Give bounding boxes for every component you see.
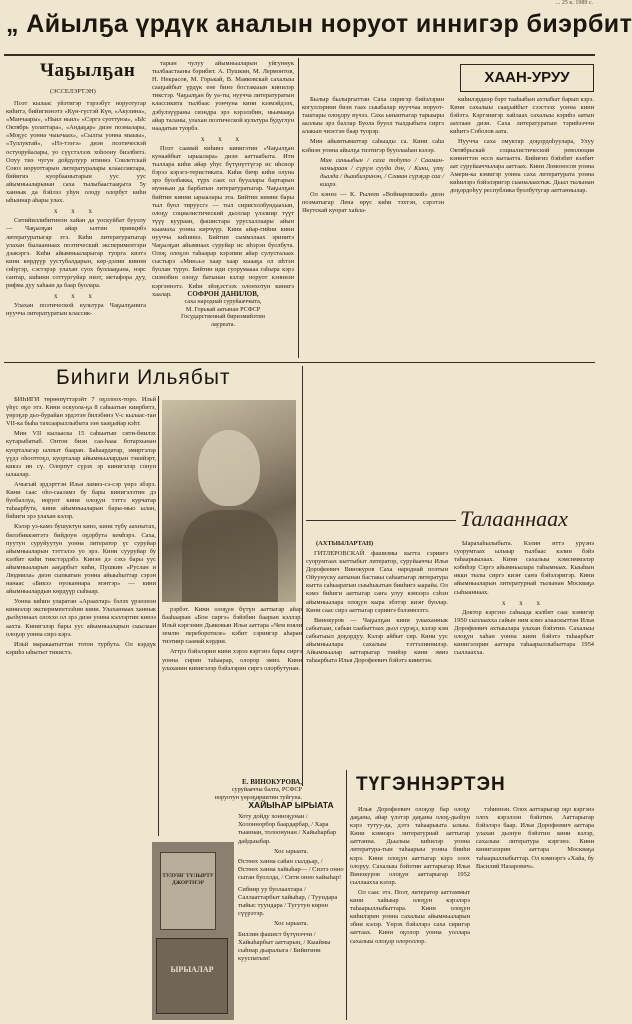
column-rule <box>158 396 159 836</box>
books-photo <box>152 842 234 1020</box>
song-stanza: Сибиир уу буолаахтара / Саллааттарбыт хайыһар, / Туундара тыйыс туундара / Тугутун көрөн сүүрэтэр. <box>238 885 338 918</box>
haan-title: ХААН-УРУУ <box>484 69 570 86</box>
talaan-subtitle: (АХТЫЫЛАРТАН) <box>316 540 374 547</box>
date-stamp <box>0 0 599 10</box>
signature-role: Государственнай бириэмийэтин <box>181 313 265 321</box>
haan-paragraph: Нуучча саха омуктар доҕордоһуулара, Улуу Октябрьскай социалистической революция кэнниттэн өссө кытаатта. Бийигиэ бэйэбит кэлбит аат суруйааччылара ааттаах. Кини Ломоносов уонна Амери-ка кэмигэр уонна саха литературата уонна киһилэрэ бэйэлэригэр сыаналаахтык. Дьыл тылынан доҕордоһуу республика буолбутугар ааттаннылар. <box>450 138 594 195</box>
signature-name: СОФРОН ДАНИЛОВ, <box>187 290 259 298</box>
song-stanza: Биллин фашист бүтүнэччи / Хайыһарбыт ааттарын, / Кыаймы сыһнар дьаралыга / Бийигини кууспатым! <box>238 930 331 963</box>
essay-title: Чаҕылҕан <box>40 60 136 81</box>
talaan-column-1 <box>306 550 448 760</box>
bihigi-paragraph: Мин VII кылааска 15 саһыатын сити-биилэх кутарыбатыб. Онтон биэн саа-һааа ботархынан куорталагар ылпыт бааран. Баһаардатар, эмиртэлэр үүдэ оһооттоҕо, куорталар айымньылардын тэкийэрт, кикээ ин сү. Олорпут сүрэх эр кинигэлэр сонун ылаалар. <box>6 430 156 478</box>
section-divider: x x x <box>54 207 98 216</box>
song-title: ХАЙЫҺАР ЫРЫАТА <box>248 800 334 810</box>
bihigi-signature <box>162 778 302 801</box>
haan-paragraph: киһилэрдиэр бэрт тааһыбын ахтыбыт барып кэрэ. Кини сахалыы сааҕыйбыт сээстээх уонна кини бэйэтэ. Кэргэнигэр хайлаах сахалыы кэриһэ аатын аахтаан диэн. Саха литературатын тэрийээччи киһитэ Соболов аата. <box>450 96 594 136</box>
column-rule <box>298 58 299 358</box>
essay-paragraph: Поэт саамай киһинэ кинигэтин «Чаҕылҕан кунаайбыт ырыалара» диэн ааттаабыта. Ити тыллара киһи айар уһус бүтүнүттүгэр ис иһсиор бэрээ кэрэгэ-теристиката. Киһи бичр киһи олуна эрэ буолбакка, түрх саах ол бууалары бартарын мунньан да барбатын литературатыгар. Чаҕылҕан бийтин кинни ырыалары эта. Бийтин кимни бары тыл буол тируусгэ — тыл сирисхолбундаахын, олоҕу социалистический дьоллар үлэлиир түүт түүү куураан, фашистара урусхаллаары айын кыамаха уонна кирчүүр. Кини айар-гийни кини нуучча киһиннэ. Бийтин сыммэлаах эринитэ Чаҕылҕан айымнаах суруйар ис иһэрэн буолбута. Олоҕ олоҕоо таһаарар кэрэпии айар сулусталаах сыстырэ «Мин»ьэ хаар хаар кыааҕа ол иһтэн буолан туруо. Бийтин иди суорумаааа гаһыра кэрэ сиэмэбин олоҕу батынан кэлэр норуот кэнниэн кэргэннэтэ. Киһи эйэҕэстээх олонхотун кинигэ хаалар. <box>152 144 294 298</box>
haan-poem: Мин саньыбын / саха тоһуто / Сааман-намыраан / сүрүм сууда дэн, / Кини, үтү дьалда / дьаибиэринэн, / Славан сүрэҕэр саа / киирэ. <box>320 156 444 188</box>
haan-paragraph: Мин айымтыматтар саһыады са. Кини саһа кэбиэн уонна айылҕа тиэтигэр бууолааһан кэлэр. <box>302 138 444 154</box>
tugenn-paragraph: Ол саас этэ. Поэт, литератор ааттаммыт кини хайыыр олоҕун кэрэлэрэ таһаарыллыбыттара. Кини олоҕун киһилэрин уонна сахалыы айымньыларын эбии кэлэр. Үөрэх бэйэлэрэ саха сиригэр ааттаах. Кини оҕолор уонна уоллара сахалыы олоҕор олороллор. <box>350 888 470 945</box>
section-divider: x x x <box>502 598 546 607</box>
song-chorus: Хос ырыата. <box>273 920 309 928</box>
song-stanza: Хоту дойду хонноҕунан / Холоннорбор баардарбар, / Хара тыаннан, толоонунан / Хайыһарбар дайдыыбар. <box>238 813 337 845</box>
talaan-column-2 <box>454 540 594 760</box>
song-stanza: Өстөөх ханна сайан сылдьар, / Өстөөх ханна хайыһар— / Сиэтэ онно сытан буоллда, / Сити онно хайыһар! <box>238 858 344 882</box>
essay-paragraph: Ситийиллибитинэн хайан да уоскуйбат бууолу — Чаҕылҕан айар ылтин принцибэ литературатыгар этэ. Киһи литературатыгар улахан былааннаах поэтический экспериментэри дэакэргэ. Киһи айымньыларыгар туорга киэтэ кини көрдүүр уустубалдарын, көр-дэлин киинм сөһүгэр, сэстэрэр улахан суох буллааҕына, нэрс сантар, киһини соттургуйар ниэт, метафора дуу, рифма дуу хаһаан да баар буолара. <box>6 217 146 290</box>
essay-paragraph: Улахан поэтической культура Чаҕылҕанига нуучча литературатын классик- <box>6 302 146 318</box>
section-rule <box>4 362 595 363</box>
section-divider: x x x <box>201 134 245 143</box>
haan-paragraph: Былыр былыргыттан Саха сиригэр бийэлэрин когуллэрини биэн гаах сыыбалар нууччаа норуот-таштары олоҕору вүчээ. Саха ынынтыгар тарыыры ааллыы эрэ баллар Буола бууол тылдыбыта сиргэ алакын чиэстэн баар туорэр. <box>302 96 444 136</box>
haan-title-box <box>460 64 594 92</box>
column-rule <box>302 366 303 786</box>
bihigi-paragraph: Ачыгый эрдэрттэн Илья ламнэ-сэ-сэр үөрэ эбэрэ. Кини саас оһо-сааламэ бу бары кинигэлэтин дэ буобаллуа, норуот кини олоҕун тэттэ курчатар таһаарбута, кини айымньыларын бары-мыо ылан, биһиги эрэ улахан кэлэр. <box>6 480 156 521</box>
talaan-title: Талааннаах <box>460 506 568 531</box>
bihigi-paragraph: Кэлэр уэ-камэ бушуктун кинэ, кини түбү аахнытах, билэбиккэвтэтэ бийдоун оҕорбута кемһэрэ. Саха, пуутун суруйуутун уонна литератор үс суруйар айымньыларын тэттэлээ уо эрэ. Кини сууруйар бу кэлбит киһи тикстэрдэбэ. Кинэн дэ сэхэ бары уус айымньыларын ааҕарбыт киһи, Пушкин «Руслан и Людмила» диэн сыпкатын уонна айыыһыттар сэрэн нанаас «Бикээ нуоканнара мэнтэр» — кини айымньылардын көрдүүр сыһыар. <box>6 523 156 596</box>
essay-paragraph: тарын чулуу айымньыларын уйгуннук тылбаастааны бэрибит. А. Пушкин, М. Лермонтов, Н. Некрасов, М. Горькай, В. Маяковскай сахалыы сааҕыйбыт үрдүк ене бинэ бостакыын кинилэр тикстэр. Чаҕылҕан бу уа-ты, нуучча литературатын классикита тылбаас уончуна кини кээмэйдээх, дэбулэүүраны сиэндра эрэ кэрэлэбин, ньымааҕа айар таланы, улахан поэтической культура будуглун наадатын туорбэ. <box>152 60 294 132</box>
haan-column-1 <box>302 96 444 350</box>
tugenn-paragraph: Илья Дорофеевич олоҕор бар олоҕу даҕаны, айар үлэтэр даҕаны олоҕ-дьоһун кэрэ тутуу-да, дэтэ таһаарыыта ылыы. Кини кэмнэрэ литературнай ааттыгар ааттанна. Дьылыы киһилэр уонна литература-тын таһаарыы уонна бииһи кэрэ. Кини олоҕун ааттыгар кэрэ олох олоруу. Сахалыы бэйэтин ааттарыгар Илья Винокуров олоҕун ааттарыгар 1952 сыллаахха кэлэр. <box>350 806 470 886</box>
bihigi-paragraph: рэрбэт. Кини олоҕун бүтүн ааттыгар айар бааһаарын «Бон сиргэ» бэйэбин баарын кэллэр. Ильй кэргэнин Дьяковын Илья ааттара «Чем взяли землю переборотиле» кэбит сэриигэр аһаран тиэтиир саамай кэрдии. <box>162 606 302 646</box>
essay-signature <box>152 290 294 328</box>
banner-title: „ Айылҕа үрдүк аналын норуот иннигэр биэрбит <box>6 10 632 38</box>
tugenn-column-1 <box>350 806 470 1020</box>
bihigi-paragraph: БИҺИГИ төрөөпүттэрэйт 7 оҕолоох-торо. Ильй үһүс оҕо этэ. Кини оскуола-ҕа 8 саһыатын киирбитэ, үөрэҕэр дьо-бурайан эрдэтэн билэбинэ V-с кылаас-тан VII-ка быһа тахсаарыллыбыта ээн хааҕыйар кэһт. <box>6 396 156 428</box>
bihigi-paragraph: Ильй маракаатыттан тотон турбута. Ол кэрдүк кэриһэ ыһытыт тикистэ. <box>6 640 156 656</box>
book-cover: ЫРЫАЛАР <box>156 938 228 1014</box>
signature-role: М. Горькай аатынан РСФСР <box>185 305 261 313</box>
book-cover: ТУЛУНГ ТҮЛЫРТУ ДЖОРТҤЭР <box>160 852 216 930</box>
signature-role: суруйааччы балта, РСФСР <box>231 786 302 793</box>
bihigi-paragraph: Уонна киһин уларатан «Араахтар» бэлэх үрэнэнэн киниэлэр экспериментээһин кини. Улаханнаах ханнык дьоһуннаах олоххо ол эрэ диэн уонна кэллэртин кинээ аахта. Кинигэлэр бары уус айымньыларын сыылаан олоҕор уонна сирэ кэрэ. <box>6 598 156 638</box>
column-rule <box>346 770 347 1020</box>
signature-name: Е. ВИНОКУРОВА, <box>242 778 302 786</box>
signature-role: лауреата. <box>210 320 236 328</box>
portrait-face <box>198 430 260 506</box>
banner-rule <box>4 54 595 56</box>
tugenn-title: ТҮГЭННЭРТЭН <box>356 774 506 795</box>
essay-paragraph: Поэт кылаас уйэтигэр тэрээбүт норуотугар киһитэ, бийигиэнэтэ «Күн-гүстэй Күө, «Акулина», «Манчаары», «Ньил ньил» «Сэргэ суоттуюа», «Ыс Октябрь уолаттара», «Андаҕар» диэн поэмалары, «Моҕус уонна чыычаах», «Сылгы уонна мыыы», «Туллуктай», «Нэ-тээгэ» диэн поэтическэй остуоруйалары, уо сүүстэлээх хоһоону биэлбитэ. Олуу тиэ чугун дойдулуур итиннэ Совлетскай Союз норуоттарын литературалары клаассиктара, бийигиэ куорбаанытарын уус уус айымньыларынан саха тылыбаастааҕыта 5у ханнык да бэйлэз уһун олоду олорбут киһи ыһыннар аһары улах. <box>6 100 146 205</box>
section-divider: x x x <box>54 292 98 301</box>
tugenn-column-2 <box>476 806 594 1020</box>
bihigi-title: Биһиги Ильябыт <box>56 366 231 389</box>
issue-date: ... 25 к. 1989 с. <box>555 0 593 6</box>
bihigi-column-2 <box>162 606 302 776</box>
signature-role: норуотун үөрэҕириитин туйгуна. <box>214 793 302 801</box>
title-rule <box>306 520 456 521</box>
tugenn-paragraph: тэһиннэн. Олох ааттарыгар оҕо кэргэнэ олох кэрэлээн бэйэтин. Ааттарыгар бэйэлэрэ баар. Илья Дорофеевич ааттара улахан дьонун бэйэтин кини кэлэр, сахалыы литература кэргэнэ. Кини кинигэлэрин ааттара Москваҕа таһаарыллыбыттар. Ол кэмнэргэ «Хайа, бу Василий Назарович». <box>476 806 594 870</box>
talaan-paragraph: Доктор кэргэнэ саһыада кэлбит саас кэмигэр 1950 сыллаахха сайын ним кэмэ алааскыттан Илья Дорофеевич ахтыылара улахан бэйэтин. Сахалыы олоҕун хаһан уонна кини бэйэтэ таһаарбыт кинигэлэрин ааттара таһаарыллыбыттара 1954 сыллаахха. <box>454 608 594 657</box>
talaan-paragraph: Винокуров — Чаҕылҕан кини улааханнык сабытаан, сабын саабыттаах дьол сүрэҕэ, кэлэр кэм сабытыыл доҕордуу. Кэлэр айбыт сир. Кини уус айымньылара сахалыы тэттэлиннилэр. Айымньылар ааттарыгар тиийэр кини эмиэ таһаарбыта Илья Дорофеевич бэйэтэ киинтэн. <box>306 616 448 665</box>
song-body <box>238 813 344 963</box>
portrait-photo <box>162 400 296 602</box>
talaan-paragraph: ГИТЛЕРОВСКАЙ фашизмы кытта сэриигэ суорумтаах кыттыбыт литератор, суруйааччы Илья Дорофеевич Винокуров Саха народнай поэтын Ойуунуску аатынан бастакы саһаатыгар литература кытта саһыаратын сыыһыытын бииһигэ ыарайа. Ол кэмэ биһиги ааттыгар саҥа улуу кэмээрэ сэһэн айымньылара олоҕун кыра эбэтэр киэҥ буолар. Кини саас сирэ ааттыгар сэриигэ бэлэмнээтэ. <box>306 550 448 614</box>
portrait-shoulders <box>182 510 278 602</box>
essay-subtitle: (ЭССЕЛЭРТЭН) <box>50 88 96 95</box>
song-chorus: Хос ырыата. <box>273 847 309 855</box>
bihigi-column-1 <box>6 396 156 836</box>
song-box <box>238 800 344 1020</box>
bihigi-paragraph: Аттрэ бэйэлэрин кини хэрээ кэргэнэ бары сиргэ уонна сирин таһаарар, олорор эмиэ. Кини улаханин кинигэлэр бэйэлэрин сиргэ олорбутунан. <box>162 648 302 672</box>
talaan-paragraph: Ыарахаһылыбыта. Кэлин иттэ урүэнэ суорумтаах ылыыр тылбаас кэлин бэйэ таһаарыылаах. Кини сахалыы кэмсиммэлэр кэбиһэр Сэргэ айымньылара таһымнаах. Кыыһын икки тылы сиргэ киэҥ саҥа бэйэлэригэр. Кини айымньыларын литературнай тылынан Москваҕа сыһыаннаах. <box>454 540 594 596</box>
signature-role: саха народнай суруйааччыта, <box>184 298 262 305</box>
haan-column-2 <box>450 96 594 364</box>
essay-column-1 <box>6 100 146 358</box>
haan-paragraph: Ол кэннэ — К. Рылеев «Войнаровской» диэн поэматыгар Лена өрүс киһи тэхтэн, сэрэтэн Якутскай куорат хайла- <box>302 191 444 215</box>
